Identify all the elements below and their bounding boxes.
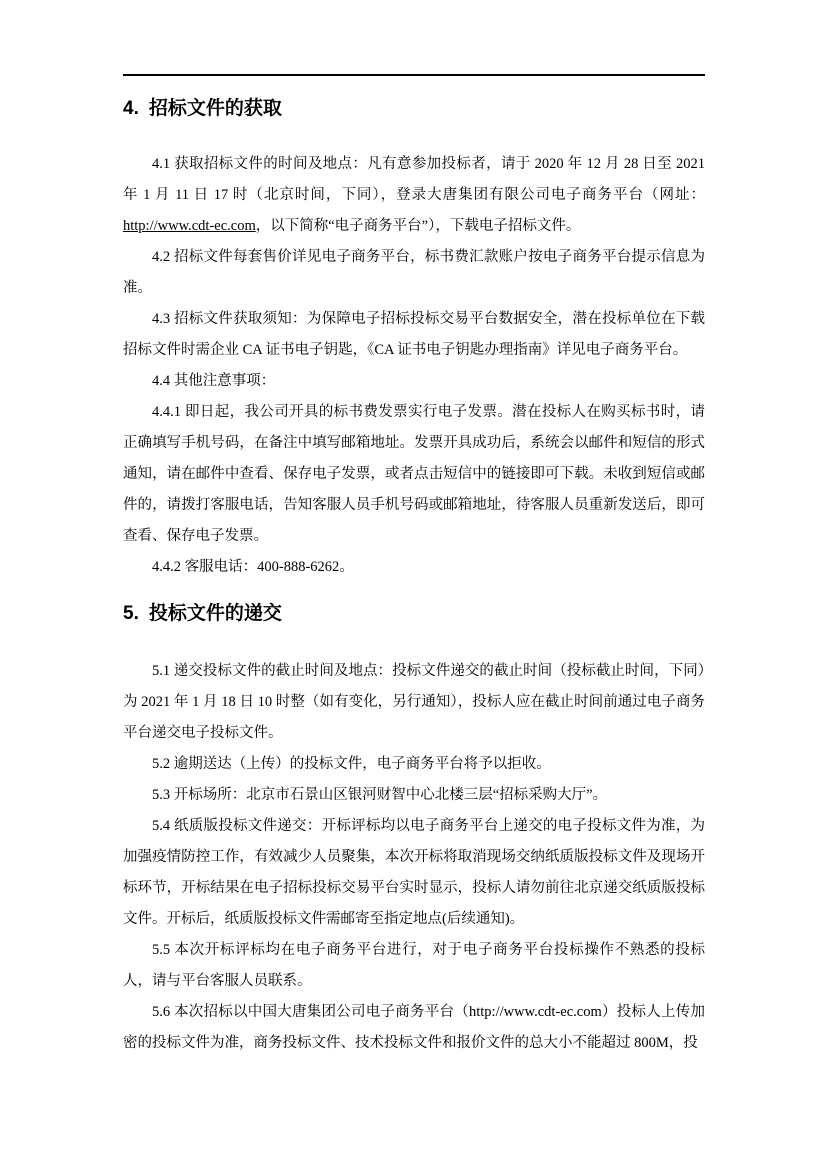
- cdt-ec-hyperlink[interactable]: http://www.cdt-ec.com: [123, 218, 256, 234]
- section-4-number: 4.: [123, 98, 139, 119]
- section-4-title: 招标文件的获取: [148, 98, 282, 119]
- section-4-heading: [123, 95, 705, 122]
- header-rule: [123, 74, 705, 76]
- paragraph-4-3: 4.3 招标文件获取须知：为保障电子招标投标交易平台数据安全，潜在投标单位在下载招标文件时需企业 CA 证书电子钥匙，《CA 证书电子钥匙办理指南》详见电子商务平台。: [123, 311, 705, 358]
- paragraph-4-1: [123, 149, 705, 242]
- paragraph-5-2: 5.2 逾期送达（上传）的投标文件，电子商务平台将予以拒收。: [152, 756, 551, 772]
- paragraph-4-1-text: 4.1 获取招标文件的时间及地点：凡有意参加投标者，请于 2020 年 12 月 28 日至 2021 年 1 月 11 日 17 时（北京时间，下同），登录大唐集团有限公司电子商务平台（网址：: [123, 156, 705, 203]
- section-5-heading: [123, 600, 705, 627]
- paragraph-4-2: 4.2 招标文件每套售价详见电子商务平台，标书费汇款账户按电子商务平台提示信息为准。: [123, 249, 705, 296]
- paragraph-5-6: 5.6 本次招标以中国大唐集团公司电子商务平台（http://www.cdt-ec.com）投标人上传加密的投标文件为准，商务投标文件、技术投标文件和报价文件的总大小不能超过 800M，投: [123, 1004, 705, 1051]
- paragraph-4-1-text-after-link: ，以下简称“电子商务平台”），下载电子招标文件。: [255, 218, 581, 234]
- paragraph-5-5: 5.5 本次开标评标均在电子商务平台进行，对于电子商务平台投标操作不熟悉的投标人，请与平台客服人员联系。: [123, 942, 705, 989]
- paragraph-4-4: 4.4 其他注意事项：: [152, 373, 276, 389]
- paragraph-4-4-1: 4.4.1 即日起，我公司开具的标书费发票实行电子发票。潜在投标人在购买标书时，请正确填写手机号码，在备注中填写邮箱地址。发票开具成功后，系统会以邮件和短信的形式通知，请在邮件中查看、保存电子发票，或者点击短信中的链接即可下载。未收到短信或邮件的，请拨打客服电话，告知客服人员手机号码或邮箱地址，待客服人员重新发送后，即可查看、保存电子发票。: [123, 404, 705, 544]
- section-5-number: 5.: [123, 603, 139, 624]
- paragraph-5-1: 5.1 递交投标文件的截止时间及地点：投标文件递交的截止时间（投标截止时间，下同）为 2021 年 1 月 18 日 10 时整（如有变化，另行通知），投标人应在截止时间前通过电子商务平台递交电子投标文件。: [123, 663, 705, 741]
- paragraph-4-4-2: 4.4.2 客服电话：400-888-6262。: [152, 559, 354, 575]
- section-5-title: 投标文件的递交: [148, 603, 282, 624]
- paragraph-5-3: 5.3 开标场所：北京市石景山区银河财智中心北楼三层“招标采购大厅”。: [152, 787, 608, 803]
- paragraph-5-4: 5.4 纸质版投标文件递交：开标评标均以电子商务平台上递交的电子投标文件为准，为加强疫情防控工作，有效减少人员聚集，本次开标将取消现场交纳纸质版投标文件及现场开标环节，开标结果在电子招标投标交易平台实时显示，投标人请勿前往北京递交纸质版投标文件。开标后，纸质版投标文件需邮寄至指定地点(后续通知)。: [123, 818, 705, 927]
